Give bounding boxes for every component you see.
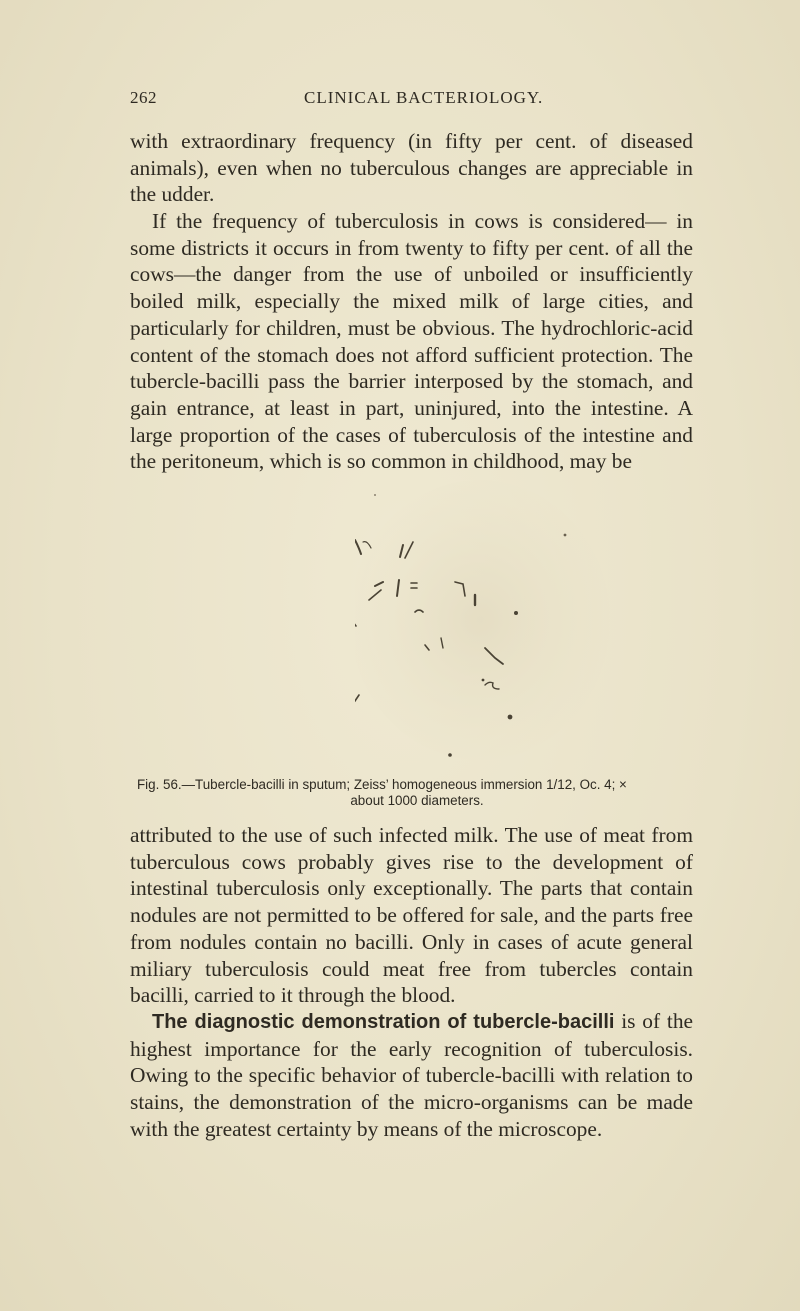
microscope-figure: [355, 470, 615, 770]
figure-caption: [137, 777, 697, 809]
paragraph-continued: with extraordinary frequency (in fifty per cent. of diseased animals), even when no tuberculous changes are appreciable in the udder.: [130, 129, 693, 207]
debris-dot: [564, 534, 567, 537]
figure-caption-line1: Fig. 56.—Tubercle-bacilli in sputum; Zeiss’ homogeneous immersion 1/12, Oc. 4; ×: [137, 777, 627, 792]
running-title: CLINICAL BACTERIOLOGY.: [304, 88, 544, 107]
page-number: 262: [130, 88, 157, 107]
bacilli-illustration: [355, 470, 615, 770]
paragraph-diagnostic-text: is of the highest importance for the early recognition of tuberculosis. Owing to the specific behavior of tubercle-bacilli with relation to stains, the demonstration of the micro-organisms can be made with the greatest certainty by means of the microscope.: [130, 1009, 694, 1141]
coccus-dot: [508, 715, 513, 720]
paragraph-milk-danger-text: If the frequency of tuberculosis in cows is considered— in some districts it occurs in from twenty to fifty per cent. of all the cows—the danger from the use of unboiled or insufficiently boiled milk, especially the mixed milk of large cities, and particularly for children, must be obvious. The hydrochloric-acid content of the stomach does not afford sufficient protection. The tubercle-bacilli pass the barrier interposed by the stomach, and gain entrance, at least in part, uninjured, into the intestine. A large proportion of the cases of tuberculosis of the intestine and the peritoneum, which is so common in childhood, may be: [130, 209, 693, 474]
microscope-field: [355, 480, 610, 760]
running-head: [130, 88, 690, 114]
figure-caption-line2: about 1000 diameters.: [350, 793, 484, 808]
coccus-dot: [448, 753, 452, 757]
coccus-dot: [514, 611, 518, 615]
diagnostic-heading: The diagnostic demonstration of tubercle-bacilli: [152, 1011, 615, 1033]
debris-dot: [374, 494, 376, 496]
coccus-dot: [482, 679, 485, 682]
paragraph-infected-milk: attributed to the use of such infected milk. The use of meat from tuberculous cows probably gives rise to the development of intestinal tuberculosis only exceptionally. The parts that contain nodules are not permitted to be offered for sale, and the parts free from nodules contain no bacilli. Only in cases of acute general miliary tuberculosis could meat free from tubercles contain bacilli, carried to it through the blood.: [130, 823, 693, 1008]
paragraph-diagnostic: [130, 1008, 693, 1143]
bacillus: [355, 695, 359, 701]
bacillus: [355, 540, 361, 554]
paragraph-milk-danger: [130, 208, 693, 475]
